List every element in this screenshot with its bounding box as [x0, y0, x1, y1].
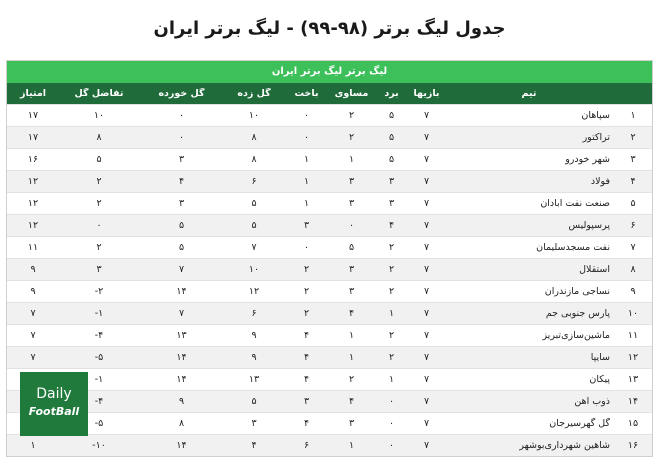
cell-points: ۱۲	[27, 176, 39, 187]
cell-goal-difference: ۱۰	[93, 110, 105, 121]
cell-drawn: ۴	[348, 308, 355, 319]
cell-goals-against: ۳	[178, 198, 185, 209]
cell-team: صنعت نفت آبادان	[540, 198, 610, 209]
cell-won: ۲	[388, 242, 395, 253]
cell-played: ۷	[423, 264, 430, 275]
header-goals-for: گل زده	[237, 88, 271, 99]
cell-team: پیکان	[589, 374, 610, 385]
cell-team: پرسپولیس	[568, 220, 610, 231]
cell-goals-for: ۸	[251, 154, 257, 165]
cell-points: ۷	[30, 308, 36, 319]
cell-drawn: ۳	[348, 176, 355, 187]
cell-played: ۷	[423, 110, 430, 121]
cell-team: نفت مسجدسلیمان	[536, 242, 610, 253]
cell-lost: ۱	[303, 176, 310, 187]
cell-lost: ۶	[303, 440, 310, 451]
cell-goals-for: ۱۰	[248, 110, 260, 121]
cell-rank: ۱۲	[627, 352, 639, 363]
cell-rank: ۷	[630, 242, 636, 253]
cell-played: ۷	[423, 374, 430, 385]
cell-team: گل گهرسیرجان	[549, 418, 610, 429]
cell-lost: ۳	[303, 220, 310, 231]
cell-won: ۰	[388, 396, 395, 407]
cell-won: ۰	[388, 418, 395, 429]
cell-won: ۲	[388, 330, 395, 341]
cell-played: ۷	[423, 176, 430, 187]
table-row	[7, 434, 652, 456]
cell-goals-against: ۰	[178, 132, 185, 143]
table-row	[7, 346, 652, 368]
cell-goal-difference: ۵	[96, 154, 102, 165]
cell-won: ۱	[388, 308, 395, 319]
cell-won: ۵	[388, 154, 395, 165]
cell-goals-against: ۱۴	[176, 374, 187, 385]
cell-team: ذوب آهن	[574, 396, 610, 407]
cell-goals-against: ۷	[178, 308, 185, 319]
cell-points: ۱۷	[27, 110, 39, 121]
cell-goals-for: ۹	[251, 352, 257, 363]
cell-goal-difference: -۱	[94, 308, 104, 319]
dailyfootball-logo	[20, 372, 88, 436]
cell-drawn: ۲	[348, 374, 355, 385]
cell-team: نساجی مازندران	[544, 286, 610, 297]
cell-goals-against: ۱۴	[176, 352, 187, 363]
cell-goals-for: ۷	[251, 242, 257, 253]
cell-won: ۳	[388, 198, 395, 209]
cell-played: ۷	[423, 352, 430, 363]
cell-goals-against: ۵	[178, 242, 185, 253]
cell-goals-against: ۵	[178, 220, 185, 231]
cell-rank: ۶	[630, 220, 636, 231]
table-row	[7, 236, 652, 258]
cell-points: ۷	[30, 330, 36, 341]
header-lost: باخت	[294, 88, 319, 99]
cell-goals-for: ۴	[251, 440, 257, 451]
cell-goal-difference: ۲	[96, 242, 102, 253]
cell-lost: ۳	[303, 396, 310, 407]
cell-goal-difference: ۲	[96, 198, 102, 209]
cell-goals-against: ۱۴	[176, 286, 187, 297]
cell-played: ۷	[423, 242, 430, 253]
cell-won: ۱	[388, 374, 395, 385]
cell-played: ۷	[423, 154, 430, 165]
logo-text-daily: Daily	[36, 386, 72, 402]
cell-points: ۱۶	[27, 154, 39, 165]
cell-goal-difference: -۱۰	[92, 440, 106, 451]
cell-goals-for: ۸	[251, 132, 257, 143]
cell-played: ۷	[423, 418, 430, 429]
cell-goals-against: ۸	[178, 418, 185, 429]
cell-drawn: ۳	[348, 264, 355, 275]
cell-team: شهر خودرو	[565, 154, 610, 165]
cell-goals-for: ۱۲	[248, 286, 260, 297]
cell-rank: ۹	[630, 286, 636, 297]
cell-goal-difference: -۵	[94, 352, 104, 363]
cell-goals-against: ۱۴	[176, 440, 187, 451]
cell-goals-for: ۵	[251, 220, 257, 231]
table-row	[7, 104, 652, 126]
cell-won: ۲	[388, 352, 395, 363]
cell-goals-against: ۳	[178, 154, 185, 165]
table-row	[7, 214, 652, 236]
cell-drawn: ۰	[348, 220, 355, 231]
cell-goals-for: ۹	[251, 330, 257, 341]
cell-rank: ۱۶	[627, 440, 639, 451]
cell-played: ۷	[423, 132, 430, 143]
cell-goals-for: ۶	[251, 176, 257, 187]
cell-lost: ۰	[303, 242, 310, 253]
cell-points: ۱۱	[27, 242, 39, 253]
cell-goal-difference: -۱	[94, 374, 104, 385]
table-header	[7, 83, 652, 104]
cell-team: پارس جنوبی جم	[545, 308, 610, 319]
cell-drawn: ۱	[348, 440, 355, 451]
cell-goals-against: ۰	[178, 110, 185, 121]
cell-rank: ۱۳	[627, 374, 639, 385]
cell-drawn: ۲	[348, 132, 355, 143]
table-row	[7, 368, 652, 390]
cell-lost: ۴	[303, 352, 310, 363]
cell-rank: ۴	[630, 176, 636, 187]
cell-lost: ۲	[303, 286, 310, 297]
cell-team: استقلال	[579, 264, 610, 275]
cell-goals-against: ۹	[178, 396, 185, 407]
cell-points: ۱۲	[27, 220, 39, 231]
cell-team: شاهین شهرداری‌بوشهر	[519, 440, 610, 451]
cell-drawn: ۱	[348, 330, 355, 341]
cell-rank: ۵	[630, 198, 636, 209]
cell-drawn: ۱	[348, 352, 355, 363]
cell-lost: ۴	[303, 330, 310, 341]
cell-team: تراکتور	[582, 132, 610, 143]
table-row	[7, 126, 652, 148]
cell-lost: ۱	[303, 198, 310, 209]
cell-played: ۷	[423, 396, 430, 407]
header-goals-against: گل خورده	[158, 88, 205, 99]
table-row	[7, 324, 652, 346]
cell-goal-difference: ۳	[96, 264, 102, 275]
cell-goal-difference: -۵	[94, 418, 104, 429]
cell-goal-difference: -۴	[94, 396, 104, 407]
cell-points: ۷	[30, 352, 36, 363]
cell-drawn: ۲	[348, 110, 355, 121]
cell-won: ۲	[388, 264, 395, 275]
table-row	[7, 170, 652, 192]
header-goal-difference: تفاضل گل	[74, 88, 124, 99]
cell-team: ماشین‌سازی‌تبریز	[542, 330, 610, 341]
cell-rank: ۱	[630, 110, 636, 121]
cell-lost: ۲	[303, 308, 310, 319]
table-row	[7, 302, 652, 324]
cell-won: ۳	[388, 176, 395, 187]
table-banner: لیگ برتر لیگ برتر ایران	[7, 61, 652, 83]
cell-goals-for: ۱۰	[248, 264, 260, 275]
table-row	[7, 258, 652, 280]
cell-goal-difference: ۲	[96, 176, 102, 187]
cell-rank: ۲	[630, 132, 636, 143]
cell-points: ۹	[30, 286, 36, 297]
cell-goal-difference: -۲	[94, 286, 104, 297]
header-points: امتیاز	[20, 88, 46, 99]
logo-text-football: FootBall	[28, 405, 80, 418]
table-row	[7, 412, 652, 434]
table-row	[7, 192, 652, 214]
cell-rank: ۱۱	[627, 330, 639, 341]
cell-goal-difference: ۰	[96, 220, 102, 231]
cell-rank: ۱۵	[627, 418, 639, 429]
cell-played: ۷	[423, 440, 430, 451]
cell-team: سایپا	[590, 352, 610, 363]
header-drawn: مساوی	[334, 88, 369, 99]
cell-won: ۴	[388, 220, 395, 231]
cell-lost: ۲	[303, 264, 310, 275]
cell-team: فولاد	[590, 176, 610, 187]
cell-lost: ۰	[303, 110, 310, 121]
cell-lost: ۴	[303, 374, 310, 385]
cell-drawn: ۳	[348, 198, 355, 209]
cell-won: ۵	[388, 132, 395, 143]
cell-played: ۷	[423, 330, 430, 341]
cell-lost: ۰	[303, 132, 310, 143]
cell-played: ۷	[423, 198, 430, 209]
cell-rank: ۱۴	[627, 396, 639, 407]
page-title: جدول لیگ برتر (۹۸-۹۹) - لیگ برتر ایران	[153, 18, 506, 39]
cell-team: سپاهان	[581, 110, 610, 121]
table-body	[7, 104, 652, 456]
cell-won: ۲	[388, 286, 395, 297]
cell-played: ۷	[423, 220, 430, 231]
cell-won: ۰	[388, 440, 395, 451]
cell-rank: ۳	[630, 154, 636, 165]
header-won: برد	[384, 88, 399, 99]
cell-goals-against: ۴	[178, 176, 185, 187]
cell-goals-for: ۱۳	[248, 374, 260, 385]
cell-goals-against: ۷	[178, 264, 185, 275]
cell-rank: ۸	[630, 264, 636, 275]
cell-drawn: ۵	[348, 242, 355, 253]
cell-lost: ۴	[303, 418, 310, 429]
cell-goals-against: ۱۳	[176, 330, 187, 341]
table-row	[7, 148, 652, 170]
cell-drawn: ۳	[348, 418, 355, 429]
cell-points: ۹	[30, 264, 36, 275]
cell-drawn: ۳	[348, 286, 355, 297]
cell-points: ۱۷	[27, 132, 39, 143]
cell-drawn: ۴	[348, 396, 355, 407]
cell-played: ۷	[423, 308, 430, 319]
cell-goal-difference: -۴	[94, 330, 104, 341]
table-row	[7, 280, 652, 302]
cell-drawn: ۱	[348, 154, 355, 165]
cell-goals-for: ۶	[251, 308, 257, 319]
header-team: تیم	[521, 88, 537, 99]
table-row	[7, 390, 652, 412]
cell-rank: ۱۰	[627, 308, 639, 319]
cell-points: ۱۲	[27, 198, 39, 209]
cell-goals-for: ۳	[251, 418, 257, 429]
header-played: بازیها	[413, 88, 440, 99]
cell-goals-for: ۵	[251, 198, 257, 209]
cell-goal-difference: ۸	[96, 132, 102, 143]
cell-goals-for: ۵	[251, 396, 257, 407]
cell-lost: ۱	[303, 154, 310, 165]
cell-won: ۵	[388, 110, 395, 121]
cell-played: ۷	[423, 286, 430, 297]
league-table	[6, 60, 653, 457]
cell-points: ۱	[30, 440, 36, 451]
